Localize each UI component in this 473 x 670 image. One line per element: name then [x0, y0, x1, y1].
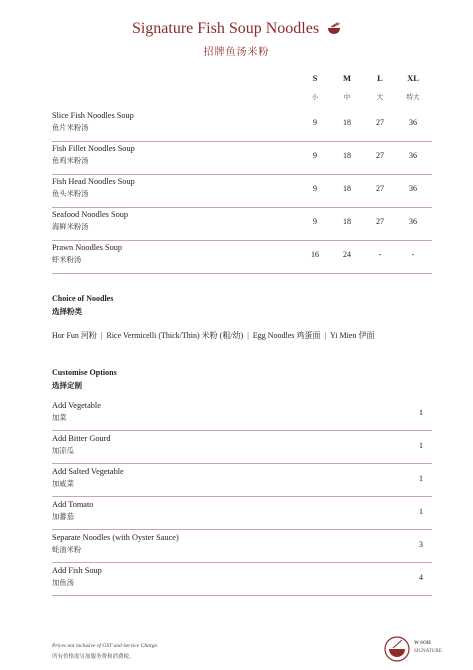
- divider: [52, 240, 432, 241]
- separator: |: [324, 331, 326, 340]
- col-sub-xl: 特大: [406, 94, 420, 101]
- price-s: 9: [313, 184, 317, 193]
- option-name-cn: 加咸菜: [52, 479, 74, 488]
- separator: |: [247, 331, 249, 340]
- item-name: Seafood Noodles Soup: [52, 210, 129, 219]
- option-price: 1: [419, 507, 423, 516]
- noodles-heading-cn: 选择粉类: [52, 307, 82, 316]
- option-name-cn: 加凉瓜: [52, 446, 74, 455]
- col-head-xl: XL: [407, 73, 419, 83]
- col-head-s: S: [312, 73, 318, 83]
- item-name: Fish Fillet Noodles Soup: [52, 144, 135, 153]
- price-m: 18: [343, 217, 351, 226]
- price-l: 27: [376, 118, 384, 127]
- price-xl: 36: [409, 217, 417, 226]
- menu-item: [52, 177, 430, 210]
- price-s: 9: [313, 151, 317, 160]
- noodle-option: Rice Vermicelli (Thick/Thin) 米粉 (粗/幼): [106, 331, 244, 340]
- price-xl: 36: [409, 184, 417, 193]
- noodle-options: [52, 330, 374, 341]
- footer-note-cn: 所有价格需另加服务费和消费税。: [52, 654, 135, 660]
- customise-heading-cn: 选择定制: [52, 381, 82, 390]
- price-l: 27: [376, 151, 384, 160]
- page-title: [0, 20, 473, 38]
- title-text: Signature Fish Soup Noodles: [131, 20, 320, 37]
- option-name: Add Vegetable: [52, 401, 101, 410]
- divider: [52, 562, 432, 563]
- item-name-cn: 海鲜米粉汤: [52, 222, 89, 231]
- option-name: Add Bitter Gourd: [52, 434, 111, 443]
- divider: [52, 174, 432, 175]
- price-m: 18: [343, 151, 351, 160]
- brand-logo: [382, 633, 470, 667]
- option-price: 4: [419, 573, 423, 582]
- option-name: Add Salted Vegetable: [52, 467, 124, 476]
- price-xl: 36: [409, 118, 417, 127]
- item-name-cn: 鱼鸡米粉汤: [52, 156, 89, 165]
- footer-note: Prices not inclusive of GST and Service Charge.: [52, 643, 159, 649]
- menu-item: [52, 243, 430, 276]
- noodle-option: Egg Noodles 鸡蛋面: [252, 331, 321, 340]
- page-subtitle: 招牌鱼汤米粉: [203, 47, 270, 58]
- option-name: Add Tomato: [52, 500, 94, 509]
- col-sub-l: 大: [376, 94, 384, 101]
- item-name: Prawn Noodles Soup: [52, 243, 123, 252]
- divider: [52, 529, 432, 530]
- menu-item: [52, 210, 430, 243]
- price-s: 9: [313, 118, 317, 127]
- divider: [52, 207, 432, 208]
- option-name: Add Fish Soup: [52, 566, 102, 575]
- option-price: 1: [419, 474, 423, 483]
- price-l: 27: [376, 184, 384, 193]
- price-s: 9: [313, 217, 317, 226]
- price-m: 24: [343, 250, 351, 259]
- option-name-cn: 蚝油米粉: [52, 545, 82, 554]
- menu-item: [52, 144, 430, 177]
- option-price: 1: [419, 441, 423, 450]
- col-sub-m: 中: [343, 94, 351, 101]
- divider: [52, 595, 432, 596]
- col-sub-s: 小: [311, 94, 319, 101]
- col-head-m: M: [342, 73, 352, 83]
- option-price: 3: [419, 540, 423, 549]
- price-xl: -: [411, 250, 415, 259]
- divider: [52, 430, 432, 431]
- logo-line2: SIGNATURE: [414, 649, 442, 654]
- customise-heading: Customise Options: [52, 368, 117, 377]
- item-name-cn: 鱼片米粉汤: [52, 123, 89, 132]
- noodle-bowl-icon: [382, 635, 412, 663]
- item-name-cn: 虾米粉汤: [52, 255, 82, 264]
- divider: [52, 273, 432, 274]
- noodle-option: Hor Fun 河粉: [52, 331, 97, 340]
- option-name-cn: 加菜: [52, 413, 67, 422]
- price-s: 16: [311, 250, 319, 259]
- divider: [52, 141, 432, 142]
- option-name: Separate Noodles (with Oyster Sauce): [52, 533, 179, 542]
- divider: [52, 496, 432, 497]
- item-name: Slice Fish Noodles Soup: [52, 111, 134, 120]
- separator: |: [100, 331, 103, 340]
- option-name-cn: 加鱼汤: [52, 578, 74, 587]
- logo-line1: W SOH: [414, 641, 431, 646]
- price-xl: 36: [409, 151, 417, 160]
- price-m: 18: [343, 184, 351, 193]
- noodles-heading: Choice of Noodles: [52, 294, 114, 303]
- option-name-cn: 加蕃茄: [52, 512, 74, 521]
- menu-item: [52, 111, 430, 144]
- noodle-option: Yi Mien 伊面: [330, 331, 375, 340]
- divider: [52, 463, 432, 464]
- price-l: -: [378, 250, 382, 259]
- col-head-l: L: [377, 73, 383, 83]
- price-l: 27: [376, 217, 384, 226]
- option-price: 1: [419, 408, 423, 417]
- noodle-bowl-icon: [327, 22, 341, 35]
- price-m: 18: [343, 118, 351, 127]
- item-name-cn: 鱼头米粉汤: [52, 189, 89, 198]
- item-name: Fish Head Noodles Soup: [52, 177, 135, 186]
